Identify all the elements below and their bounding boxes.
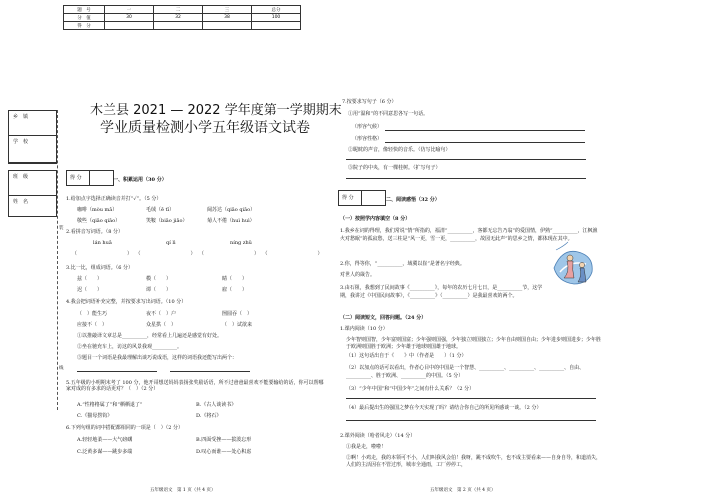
score-box-divider bbox=[361, 191, 362, 205]
choice-b: B.《古人谈读书》 bbox=[196, 402, 237, 408]
section-heading: 二、阅读感悟（32 分） bbox=[386, 197, 440, 203]
fill-blank-passage: 对世人的箴告。 bbox=[340, 272, 376, 278]
score-cell: 总分 bbox=[252, 6, 301, 14]
question-text: 5.五年级的小明期末考了 100 分，他开哥想送妈妈表扬张奖励话语，所不过爸爸最喜欢不能要输给的话，你可以帮哪家对成的有多求的话更对？（ ）（2 分） bbox=[66, 380, 324, 392]
choice-c: C.《猫母捞钩》 bbox=[77, 413, 113, 419]
student-info-box bbox=[8, 110, 57, 164]
answer-line bbox=[346, 420, 596, 421]
question-option: 谭（ ） bbox=[146, 287, 172, 293]
page-footer: 五年级语文 第 2 页（共 4 页） bbox=[430, 488, 496, 493]
score-cell bbox=[105, 22, 154, 30]
question-option: 敬些（qiāo qiāo） bbox=[77, 218, 121, 224]
binding-mark: 线 bbox=[59, 366, 64, 371]
question-option: 夜不（ ）户 bbox=[146, 311, 177, 317]
question-option: 阔苏达（qiāo qiāo） bbox=[207, 207, 256, 213]
question-option: 睛（ ） bbox=[222, 276, 248, 282]
exam-title-line2: 学业质量检测小学五年级语文试卷 bbox=[100, 120, 310, 136]
answer-blanks: （ ）（ ）（ ）（ ） bbox=[72, 251, 329, 257]
choice-a: A.“性格格属了”和“栖栖退了” bbox=[77, 402, 143, 408]
question-option: 菊人不倦（huì huì） bbox=[207, 218, 255, 224]
question-option: 迟（ ） bbox=[77, 287, 103, 293]
question-subitem: （形容性格） bbox=[352, 136, 383, 142]
answer-line bbox=[170, 371, 250, 372]
pinyin: lán huā bbox=[93, 240, 112, 246]
question-option: （ ）能生巧 bbox=[77, 311, 108, 317]
question-option: 雇（ ） bbox=[222, 287, 248, 293]
reading-heading: 2.课外阅读（哈者风走）（14 分） bbox=[340, 433, 416, 439]
question-text: 3.比一比，组成词语。（6 分） bbox=[66, 265, 134, 271]
question-option: 兹（ ） bbox=[77, 276, 103, 282]
question-subitem: ③题目一个词语是我最理解出谈巧说成语，这样的词语我还能写出两个： bbox=[77, 355, 238, 361]
score-cell: 分 值 bbox=[64, 14, 105, 22]
reading-passage: 少年智则国智，少年富则国富；少年强则国强，少年独立则国独立；少年自由则国自由；少年进步则国进步；少年胜于欧洲则国胜于欧洲；少年雄于地球则国雄于地球。 bbox=[346, 337, 602, 350]
reading-question: （4）最后提出生的强国之梦在今天实现了吗？请结合你自己的所见所感谈一谈。（2 分） bbox=[346, 405, 542, 411]
answer-line bbox=[77, 371, 157, 372]
question-option: 毛绒（ē tī） bbox=[146, 207, 175, 213]
page-footer: 五年级语文 第 1 页（共 4 页） bbox=[150, 488, 216, 493]
reading-heading: 1.课内阅读（10 分） bbox=[340, 326, 388, 332]
score-cell bbox=[203, 22, 252, 30]
score-cell bbox=[252, 22, 301, 30]
question-subitem: ②昵眈的声音，像轻快的音乐。（仿写比喻句） bbox=[348, 147, 451, 153]
answer-line bbox=[346, 398, 596, 399]
score-box bbox=[338, 190, 386, 206]
cowherd-weaver-illustration bbox=[548, 238, 600, 290]
score-box-label: 得 分 bbox=[342, 195, 354, 201]
score-cell: 32 bbox=[154, 14, 203, 22]
fill-blank-passage: 3.由石阻，我想到了民间故事《__________》，每年的农历七月七日，是__________节，这学期，我讲过《中国民间故事》，《__________》（__________）是我最喜欢的两个。 bbox=[340, 285, 543, 299]
choice-d: D.《将石》 bbox=[196, 413, 222, 419]
question-option: 应接不（ ） bbox=[77, 322, 108, 328]
reading-question: （3）“少年中国”和“中国少年”之间有什么关系？（2 分） bbox=[346, 386, 475, 392]
question-option: 囫圆吞（ ） bbox=[222, 311, 253, 317]
question-subitem: ①用“温和”的不同意思各写一句话。 bbox=[348, 111, 429, 117]
answer-line bbox=[346, 178, 586, 179]
section-heading: 一、积累运用（30 分） bbox=[113, 177, 167, 183]
score-box-label: 得 分 bbox=[70, 175, 82, 181]
info-name: 姓 名 bbox=[13, 199, 29, 205]
choice-b: B.四面受挫——拔泼忘形 bbox=[196, 437, 252, 443]
score-row-values bbox=[64, 14, 301, 22]
score-cell: 30 bbox=[105, 14, 154, 22]
student-info-box-2 bbox=[8, 170, 57, 217]
score-cell: 题 号 bbox=[64, 6, 105, 14]
question-option: （ ）试欲来 bbox=[222, 322, 253, 328]
reading-question: （1）这句话出自于《 》中（作者是 ）（1 分） bbox=[346, 353, 467, 359]
question-text: 1.给加点字选择正确读音并打“✓”。（5 分） bbox=[66, 196, 162, 202]
fill-blank-passage: 2.你，得等你，“__________，域冀以崔”是著名宇经典。 bbox=[340, 261, 465, 267]
part-heading: （一）按照学内容填空（8 分） bbox=[340, 216, 411, 222]
score-cell: 二 bbox=[154, 6, 203, 14]
reading-passage: ②啊！小鸡走，我的本领可不小，人们叫我风会伯！我呀，跳不成吹牛，也不成主要看来——自身自导，和道消失，人们的主活因在不管过形，城市全通雨，工厂停停工， bbox=[346, 455, 602, 468]
exam-title-line1: 木兰县 2021 — 2022 学年度第一学期期末 bbox=[90, 103, 342, 118]
info-town: 乡 镇 bbox=[9, 111, 56, 136]
score-box-divider bbox=[89, 171, 90, 185]
score-cell: 100 bbox=[252, 14, 301, 22]
score-cell: 得 分 bbox=[64, 22, 105, 30]
score-cell: 三 bbox=[203, 6, 252, 14]
score-cell: 一 bbox=[105, 6, 154, 14]
question-subitem: ②坐在驰充车上，访这的风景我观__________。 bbox=[77, 344, 183, 350]
pinyin: níng zhǔ bbox=[230, 240, 252, 246]
question-text: 4.我会把词语补充完整，并按要求写出词语。（10 分） bbox=[66, 299, 187, 305]
question-option: 笑鞍（biāo jiāo） bbox=[146, 218, 188, 224]
score-row-header bbox=[64, 6, 301, 14]
part-heading: （二）阅读短文，回答问题。（24 分） bbox=[340, 315, 427, 321]
question-subitem: （形容气候） bbox=[352, 124, 383, 130]
pinyin: qí lì bbox=[166, 240, 176, 246]
question-option: 众星拱（ ） bbox=[146, 322, 177, 328]
question-text: 7.按要求写句子（6 分） bbox=[342, 99, 397, 105]
score-table bbox=[63, 5, 301, 30]
score-row-obtained bbox=[64, 22, 301, 30]
score-cell bbox=[154, 22, 203, 30]
question-subitem: ③院子的中央，有一棵桂树。（扩写句子） bbox=[348, 165, 441, 171]
answer-line bbox=[385, 142, 585, 143]
score-box bbox=[66, 170, 114, 186]
question-option: 模（ ） bbox=[146, 276, 172, 282]
score-cell: 38 bbox=[203, 14, 252, 22]
binding-line bbox=[57, 110, 58, 410]
choice-a: A.轻轻地柔——大气磅礴 bbox=[77, 437, 133, 443]
reading-question: （2）以加点的话可以看出，作者心目中的中国是一个智慧、__________、__________、__________、自由、__________、胜于欧洲、__________的中国。（5 分） bbox=[346, 365, 585, 379]
question-text: 2.看拼音写词语。（8 分） bbox=[66, 229, 124, 235]
question-subitem: ①以推敲译文章总是__________，经常看上几遍还是感觉有好处。 bbox=[77, 333, 223, 339]
fill-blank-passage: 1.我乡在词的得理，我们常说“情”所指的，福清“__________，客都无忘告乃翁”的爱国情，伊熟“__________，江枫渔火对愁眠”的孤寂愁，送三柱是“风一更，雪一更，__________，故园无此声”的思乡之情，都体现在其中。 bbox=[340, 228, 598, 242]
info-school: 学 校 bbox=[9, 136, 56, 163]
binding-mark: 装 bbox=[59, 226, 64, 231]
info-class: 班 级 bbox=[9, 171, 56, 196]
reading-passage: ①我是走，啦啦！ bbox=[346, 444, 387, 450]
question-text: 6.下列句组的词中搭配都相同的一项是（ ）（2 分） bbox=[66, 425, 184, 431]
choice-d: D.叹心而谁——处心积虑 bbox=[196, 449, 252, 455]
choice-c: C.泛黄多谋——跳步多端 bbox=[77, 449, 133, 455]
answer-line bbox=[346, 159, 586, 160]
answer-line bbox=[385, 130, 585, 131]
question-option: 咖啡（mòu mǎ） bbox=[77, 207, 118, 213]
